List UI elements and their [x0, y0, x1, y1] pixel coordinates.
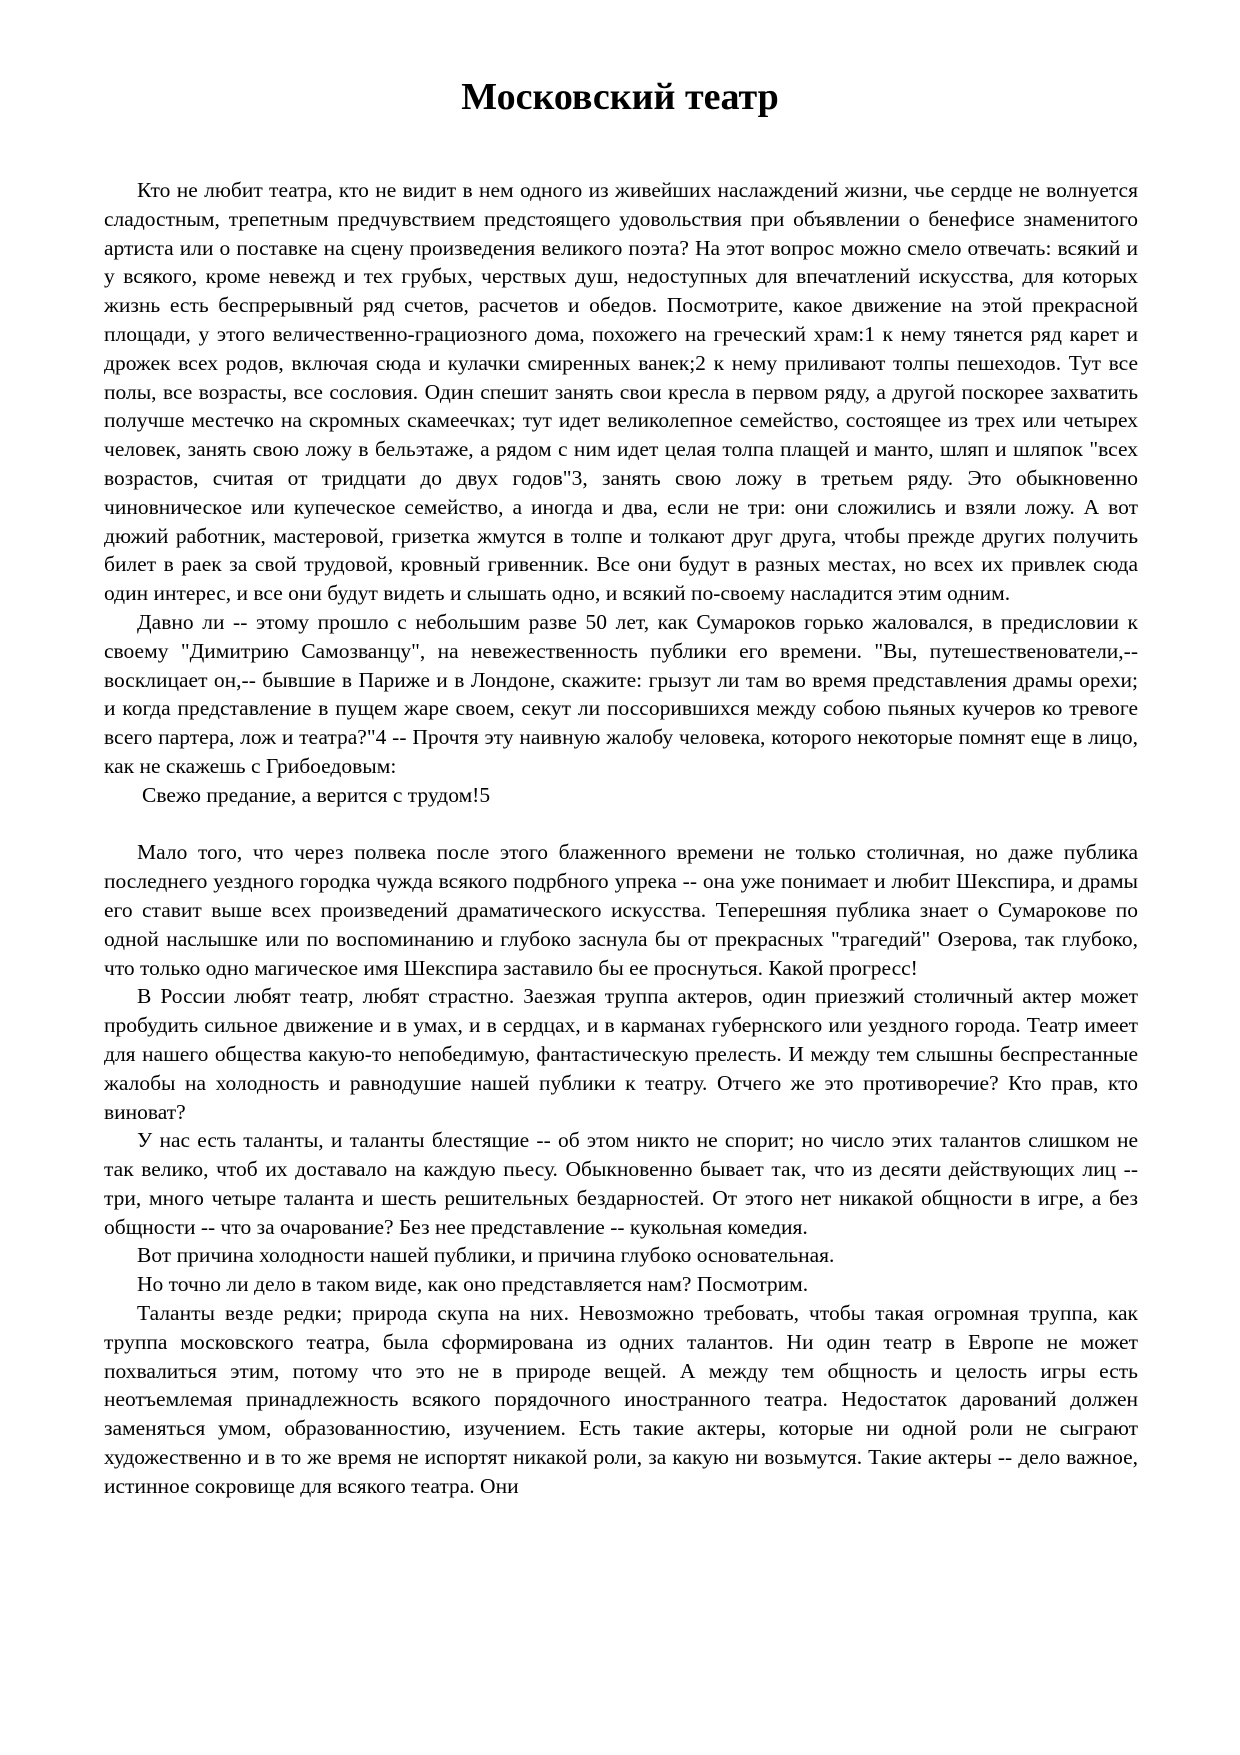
paragraph: Кто не любит театра, кто не видит в нем одного из живейших наслаждений жизни, чье сердце не волнуется сладостным, трепетным предчувствием предстоящего удовольствия при объявлении о бенефисе знаменитого артиста или о поставке на сцену произведения великого поэта? На этот вопрос можно смело отвечать: всякий и у всякого, кроме невежд и тех грубых, черствых душ, недоступных для впечатлений искусства, для которых жизнь есть беспрерывный ряд счетов, расчетов и обедов. Посмотрите, какое движение на этой прекрасной площади, у этого величественно-грациозного дома, похожего на греческий храм:1 к нему тянется ряд карет и дрожек всех родов, включая сюда и кулачки смиренных ванек;2 к нему приливают толпы пешеходов. Тут все полы, все возрасты, все сословия. Один спешит занять свои кресла в первом ряду, а другой поскорее захватить получше местечко на скромных скамеечках; тут идет великолепное семейство, состоящее из трех или четырех человек, занять свою ложу в бельэтаже, а рядом с ним идет целая толпа плащей и манто, шляп и шляпок "всех возрастов, считая от тридцати до двух годов"3, занять свою ложу в третьем ряду. Это обыкновенно чиновническое или купеческое семейство, а иногда и два, если не три: они сложились и взяли ложу. А вот дюжий работник, мастеровой, гризетка жмутся в толпе и толкают друг друга, чтобы прежде других получить билет в раек за свой трудовой, кровный гривенник. Все они будут в разных местах, но всех их привлек сюда один интерес, и все они будут видеть и слышать одно, и всякий по-своему насладится этим одним. [104, 178, 1138, 606]
paragraph: Вот причина холодности нашей публики, и причина глубоко основательная. [137, 1243, 835, 1268]
verse-quote: Свежо предание, а верится с трудом!5 [142, 782, 491, 807]
paragraph: Давно ли -- этому прошло с небольшим разве 50 лет, как Сумароков горько жаловался, в предисловии к своему "Димитрию Самозванцу", на невежественность публики его времени. "Вы, путешественователи,-- восклицает он,-- бывшие в Париже и в Лондоне, скажите: грызут ли там во время представления драмы орехи; и когда представление в пущем жаре своем, секут ли поссорившихся между собою пьяных кучеров ко тревоге всего партера, лож и театра?"4 -- Прочтя эту наивную жалобу человека, которого некоторые помнят еще в лицо, как не скажешь с Грибоедовым: [104, 609, 1138, 778]
paragraph: У нас есть таланты, и таланты блестящие -- об этом никто не спорит; но число этих талантов слишком не так велико, чтоб их доставало на каждую пьесу. Обыкновенно бывает так, что из десяти действующих лиц -- три, много четыре таланта и шесть решительных бездарностей. От этого нет никакой общности в игре, а без общности -- что за очарование? Без нее представление -- кукольная комедия. [104, 1128, 1138, 1239]
paragraph: Таланты везде редки; природа скупа на них. Невозможно требовать, чтобы такая огромная труппа, как труппа московского театра, была сформирована из одних талантов. Ни один театр в Европе не может похвалиться этим, потому что это не в природе вещей. А между тем общность и целость игры есть неотъемлемая принадлежность всякого порядочного иностранного театра. Недостаток дарований должен заменяться умом, образованностию, изучением. Есть такие актеры, которые ни одной роли не сыграют художественно и в то же время не испортят никакой роли, за какую ни возьмутся. Такие актеры -- дело важное, истинное сокровище для всякого театра. Они [104, 1301, 1138, 1498]
paragraph: Но точно ли дело в таком виде, как оно представляется нам? Посмотрим. [137, 1272, 809, 1297]
paragraph: Мало того, что через полвека после этого блаженного времени не только столичная, но даже публика последнего уездного городка чужда всякого подрбного упрека -- она уже понимает и любит Шекспира, и драмы его ставит выше всех произведений драматического искусства. Теперешняя публика знает о Сумарокове по одной наслышке или по воспоминанию и глубоко заснула бы от прекрасных "трагедий" Озерова, так глубоко, что только одно магическое имя Шекспира заставило бы ее проснуться. Какой прогресс! [104, 840, 1138, 980]
document-body [104, 176, 1138, 1501]
page-title: Московский театр [461, 76, 779, 118]
paragraph: В России любят театр, любят страстно. Заезжая труппа актеров, один приезжий столичный актер может пробудить сильное движение и в умах, и в сердцах, и в карманах губернского или уездного города. Театр имеет для нашего общества какую-то непобедимую, фантастическую прелесть. И между тем слышны беспрестанные жалобы на холодность и равнодушие нашей публики к театру. Отчего же это противоречие? Кто прав, кто виноват? [104, 984, 1138, 1124]
